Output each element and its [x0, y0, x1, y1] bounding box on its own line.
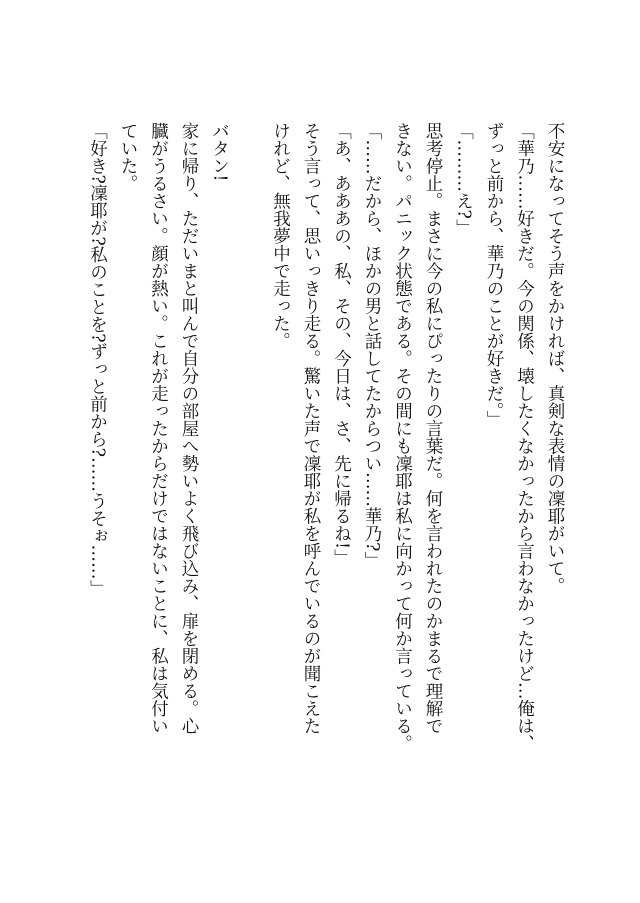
text-line: けれど、無我夢中で走った。	[270, 122, 291, 350]
text-line: 「……だから、ほかの男と話してたからつい……華乃?」	[362, 122, 382, 569]
vertical-text-body	[50, 122, 570, 842]
text-line: 不安になってそう声をかければ、真剣な表情の凜耶がいて。	[545, 122, 565, 595]
text-line: 臓がうるさい。顔が熱い。これが走ったからだけではないことに、私は気付い	[148, 122, 169, 735]
text-line: 「………え?」	[453, 122, 474, 237]
text-line: 「好き?凜耶が?私のことを?ずっと前から?……うそぉ……」	[87, 122, 108, 598]
text-line: そう言って、思いっきり走る。驚いた声で凜耶が私を呼んでいるのが聞こえた	[301, 122, 321, 735]
text-line: 家に帰り、ただいまと叫んで自分の部屋へ勢いよく飛び込み、扉を閉める。心	[179, 122, 199, 735]
text-line: 「華乃……好きだ。今の関係、壊したくなかったから言わなかったけど…俺は、	[514, 122, 535, 752]
text-line: きない。パニック状態である。その間にも凜耶は私に向かって何か言っている。	[392, 122, 413, 752]
blank-line	[235, 122, 266, 842]
text-line: ずっと前から、華乃のことが好きだ。」	[484, 122, 504, 429]
text-line: バタン!	[209, 122, 230, 182]
text-line: 思考停止。まさに今の私にぴったりの言葉だ。何を言われたのかまるで理解で	[423, 122, 443, 735]
text-line: 「あ、あああの、私、その、今日は、さ、先に帰るね!」	[331, 122, 352, 567]
text-line: ていた。	[118, 122, 138, 192]
